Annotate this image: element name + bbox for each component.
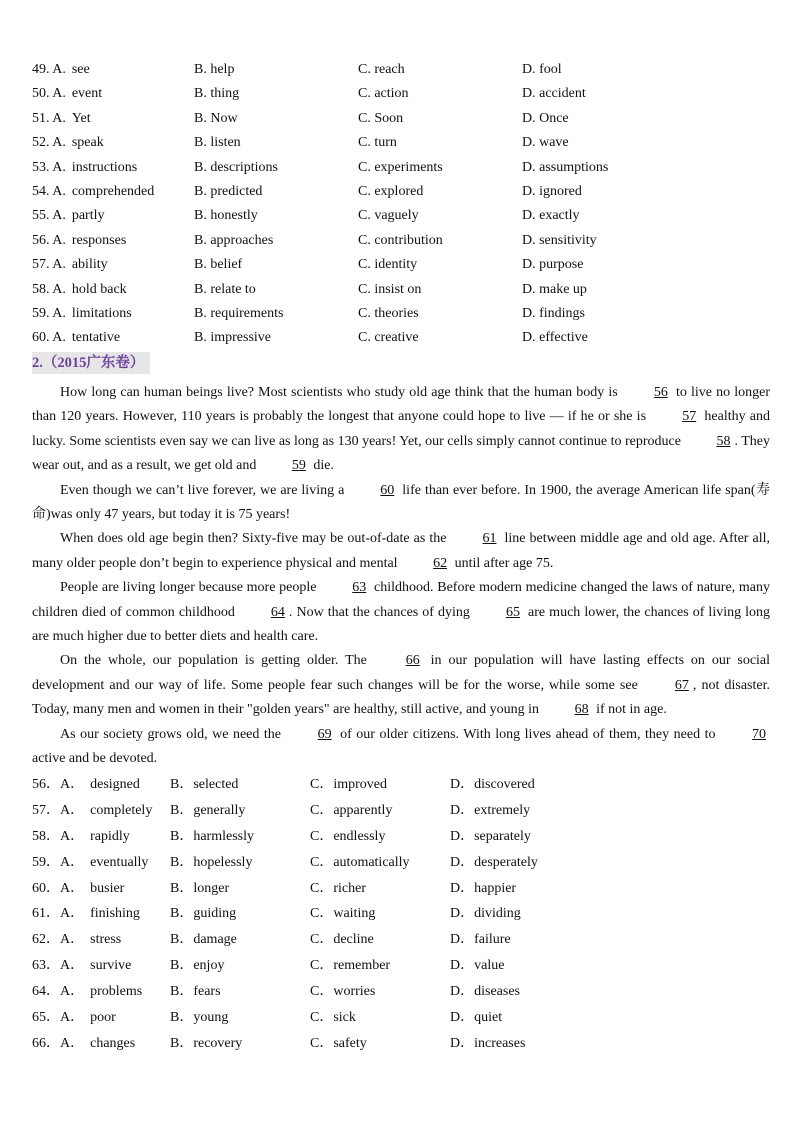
option-a-text: hold back <box>71 281 127 297</box>
option-b: B. predicted <box>194 183 263 199</box>
question-number: 60．A． <box>32 880 85 896</box>
option-c: C. experiments <box>358 159 443 175</box>
option-c: C. theories <box>358 305 419 321</box>
option-b: B. honestly <box>194 208 258 224</box>
option-b: B．recovery <box>170 1035 243 1051</box>
option-a <box>32 82 102 106</box>
option-c: C. insist on <box>358 281 422 297</box>
question-number: 61．A． <box>32 906 85 922</box>
option-c: C．worries <box>310 984 376 1000</box>
option-a <box>32 876 124 902</box>
text: active and be devoted. <box>32 751 158 767</box>
option-d: D．discovered <box>450 777 535 792</box>
blank-66: 66 <box>405 653 420 669</box>
option-b: B. relate to <box>194 281 256 297</box>
blank-57: 57 <box>682 409 697 425</box>
option-d: D. ignored <box>522 183 582 199</box>
question-number: 57. A. <box>32 257 66 273</box>
text: Even though we can’t live forever, we are living a <box>60 482 345 498</box>
option-d: D. accident <box>522 86 586 102</box>
option-a-text: rapidly <box>90 828 130 844</box>
option-a-text: speak <box>71 135 104 151</box>
option-a-text: survive <box>90 958 132 974</box>
option-a <box>32 1005 116 1031</box>
blank-63: 63 <box>352 580 367 596</box>
option-d: D. effective <box>522 330 588 346</box>
section-heading: 2.（2015广东卷） <box>32 352 150 374</box>
blank-69: 69 <box>317 726 332 742</box>
option-b: B. descriptions <box>194 159 278 175</box>
option-b: B．enjoy <box>170 958 225 974</box>
option-d: D．increases <box>450 1035 526 1051</box>
option-a <box>32 58 90 82</box>
blank-67: 67 <box>674 677 689 693</box>
option-a <box>32 798 152 824</box>
option-b: B．guiding <box>170 906 237 922</box>
blank-56: 56 <box>653 385 668 400</box>
option-d: D. make up <box>522 281 587 297</box>
paragraph-2 <box>32 479 770 528</box>
blank-68: 68 <box>574 702 589 718</box>
option-c: C．automatically <box>310 854 410 870</box>
option-d: D. sensitivity <box>522 232 597 248</box>
option-c: C. vaguely <box>358 208 419 224</box>
option-d: D. wave <box>522 135 569 151</box>
text: On the whole, our population is getting older. The <box>60 653 367 669</box>
option-c: C. contribution <box>358 232 443 248</box>
option-a-text: completely <box>90 802 153 818</box>
question-number: 58．A． <box>32 828 85 844</box>
text: life than ever before. In 1900, the average American life span(寿命)was only 47 years, but today it is 75 years! <box>32 482 771 523</box>
option-a <box>32 156 137 180</box>
text: die. <box>313 458 334 474</box>
option-a-text: partly <box>71 208 105 224</box>
blank-59: 59 <box>291 458 306 474</box>
option-a-text: comprehended <box>71 183 155 199</box>
option-b: B. approaches <box>194 232 274 248</box>
option-d: D．quiet <box>450 1010 503 1026</box>
option-b: B．generally <box>170 802 246 818</box>
option-a <box>32 253 108 277</box>
option-d: D．value <box>450 958 505 974</box>
option-a-text: eventually <box>90 854 149 870</box>
option-d: D. assumptions <box>522 159 609 175</box>
option-b: B．damage <box>170 932 237 948</box>
text: in our population will have lasting effects on our social development and our way of life. Some people fear such changes will be for the worse, while some see <box>32 653 771 693</box>
option-d: D．happier <box>450 880 517 896</box>
option-c: C. turn <box>358 135 397 151</box>
question-number: 49. A. <box>32 62 66 77</box>
text: of our older citizens. With long lives ahead of them, they need to <box>340 726 716 742</box>
option-b: B. belief <box>194 257 243 273</box>
option-a-text: designed <box>90 777 140 792</box>
option-d: D. Once <box>522 110 569 126</box>
option-c: C. explored <box>358 183 424 199</box>
option-a <box>32 979 142 1005</box>
blank-60: 60 <box>380 482 395 498</box>
option-a <box>32 927 121 953</box>
option-d: D．dividing <box>450 906 521 922</box>
option-b: B. impressive <box>194 330 271 346</box>
option-a-text: stress <box>90 932 122 948</box>
option-a <box>32 204 105 228</box>
option-d: D．desperately <box>450 854 538 870</box>
option-c: C. reach <box>358 62 405 77</box>
option-d: D．extremely <box>450 802 531 818</box>
option-b: B．longer <box>170 880 230 896</box>
option-b: B. listen <box>194 135 241 151</box>
option-a-text: problems <box>90 984 143 1000</box>
option-a <box>32 229 126 253</box>
question-number: 59．A． <box>32 854 85 870</box>
option-a-text: finishing <box>90 906 140 922</box>
option-a <box>32 302 132 326</box>
option-c: C．decline <box>310 932 374 948</box>
question-number: 66．A． <box>32 1035 85 1051</box>
text: People are living longer because more people <box>60 580 317 596</box>
question-number: 65．A． <box>32 1010 85 1026</box>
option-a <box>32 131 104 155</box>
option-c: C．endlessly <box>310 828 386 844</box>
option-d: D. findings <box>522 305 585 321</box>
text: if not in age. <box>596 702 667 718</box>
option-d: D. fool <box>522 62 562 77</box>
question-number: 50. A. <box>32 86 66 102</box>
text: childhood. Before modern medicine changed the laws of nature, many children died of common childhood <box>32 580 771 620</box>
option-c: C．waiting <box>310 906 376 922</box>
text: . Now that the chances of dying <box>288 604 470 620</box>
option-d: D. exactly <box>522 208 580 224</box>
option-a <box>32 180 154 204</box>
option-c: C．sick <box>310 1010 356 1026</box>
question-number: 52. A. <box>32 135 66 151</box>
option-b: B. help <box>194 62 235 77</box>
option-a <box>32 850 148 876</box>
text: When does old age begin then? Sixty-five may be out-of-date as the <box>60 531 447 547</box>
option-a-text: responses <box>71 232 127 248</box>
option-a-text: busier <box>90 880 125 896</box>
option-a <box>32 953 131 979</box>
question-number: 57．A． <box>32 802 85 818</box>
option-a-text: ability <box>71 257 108 273</box>
passage <box>32 381 770 772</box>
question-number: 62．A． <box>32 932 85 948</box>
question-number: 60. A. <box>32 330 66 346</box>
question-number: 55. A. <box>32 208 66 224</box>
text: are much lower, the chances of living long are much higher due to better diets and health care. <box>32 604 771 645</box>
question-number: 51. A. <box>32 110 66 126</box>
option-b: B. thing <box>194 86 240 102</box>
option-a <box>32 278 127 302</box>
option-a-text: event <box>71 86 103 102</box>
option-d: D．separately <box>450 828 531 844</box>
option-a <box>32 1031 135 1057</box>
question-number: 54. A. <box>32 183 66 199</box>
option-c: C．richer <box>310 880 366 896</box>
option-a <box>32 326 120 350</box>
option-c: C．apparently <box>310 802 393 818</box>
option-d: D．failure <box>450 932 511 948</box>
option-a-text: poor <box>90 1010 116 1026</box>
option-a-text: limitations <box>71 305 132 321</box>
question-number: 56．A． <box>32 777 85 792</box>
option-d: D．diseases <box>450 984 520 1000</box>
question-number: 56. A. <box>32 232 66 248</box>
option-a-text: see <box>71 62 90 77</box>
blank-64: 64 <box>270 604 285 620</box>
option-a-text: Yet <box>71 110 91 126</box>
option-b: B．hopelessly <box>170 854 253 870</box>
option-c: C．safety <box>310 1035 367 1051</box>
blank-65: 65 <box>505 604 520 620</box>
paragraph-4 <box>32 576 770 649</box>
question-number: 64．A． <box>32 984 85 1000</box>
blank-62: 62 <box>433 555 448 571</box>
option-a-text: instructions <box>71 159 138 175</box>
paragraph-3 <box>32 527 770 576</box>
text: , not disaster. Today, many men and women in their "golden years" are healthy, still active, and young in <box>32 677 770 718</box>
blank-61: 61 <box>482 531 497 547</box>
question-number: 53. A. <box>32 159 66 175</box>
option-c: C．improved <box>310 777 387 792</box>
option-c: C. action <box>358 86 409 102</box>
option-c: C. creative <box>358 330 419 346</box>
option-a <box>32 107 91 131</box>
text: healthy and lucky. Some scientists even say we can live as long as 130 years! Yet, our cells simply cannot continue to reproduce <box>32 409 771 449</box>
text: As our society grows old, we need the <box>60 726 282 742</box>
option-a-text: tentative <box>71 330 121 346</box>
text: How long can human beings live? Most scientists who study old age think that the human body is <box>60 385 618 400</box>
option-b: B．young <box>170 1010 229 1026</box>
option-a <box>32 901 140 927</box>
paragraph-6 <box>32 723 770 772</box>
text: line between middle age and old age. After all, many older people don’t begin to experience physical and mental <box>32 531 770 571</box>
option-c: C. identity <box>358 257 418 273</box>
option-b: B．selected <box>170 777 239 792</box>
option-c: C．remember <box>310 958 391 974</box>
text: . They wear out, and as a result, we get old and <box>32 433 771 474</box>
option-a-text: changes <box>90 1035 136 1051</box>
option-a <box>32 772 140 798</box>
paragraph-5 <box>32 649 770 722</box>
text: until after age 75. <box>454 555 554 571</box>
option-b: B. Now <box>194 110 238 126</box>
option-d: D. purpose <box>522 257 584 273</box>
option-b: B．fears <box>170 984 221 1000</box>
paragraph-1 <box>32 381 770 479</box>
option-b: B．harmlessly <box>170 828 254 844</box>
option-c: C. Soon <box>358 110 404 126</box>
question-number: 63．A． <box>32 958 85 974</box>
question-number: 58. A. <box>32 281 66 297</box>
question-number: 59. A. <box>32 305 66 321</box>
text: to live no longer than 120 years. However, 110 years is probably the longest that anyone could hope to live — if he or she is <box>32 385 770 425</box>
blank-70: 70 <box>752 726 767 742</box>
option-b: B. requirements <box>194 305 284 321</box>
blank-58: 58 <box>716 433 731 449</box>
option-a <box>32 824 130 850</box>
